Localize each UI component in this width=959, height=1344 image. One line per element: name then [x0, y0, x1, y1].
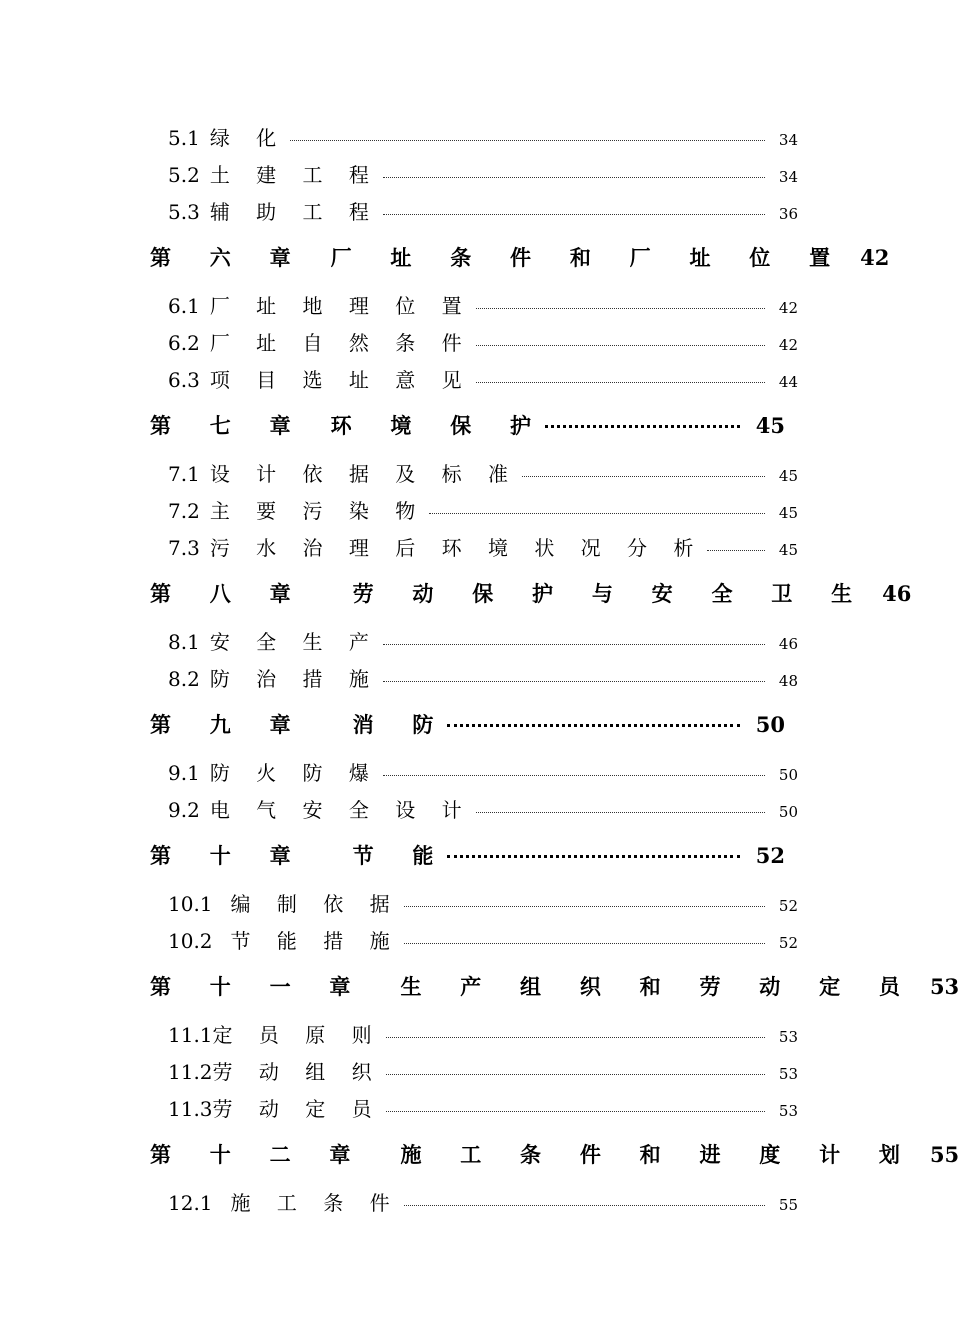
chapter-page: 46 [882, 581, 912, 606]
dot-leader [447, 854, 739, 858]
entry-title: 主 要 污 染 物 [209, 499, 426, 523]
toc-entry-11-3[interactable] [168, 1093, 798, 1123]
entry-title: 土 建 工 程 [209, 163, 379, 187]
entry-number: 9.2 [168, 798, 200, 822]
toc-chapter-6[interactable] [150, 242, 890, 276]
entry-page: 45 [778, 504, 798, 522]
chapter-page: 53 [929, 974, 959, 999]
entry-page: 42 [778, 299, 798, 317]
entry-title: 厂 址 地 理 位 置 [209, 294, 472, 318]
chapter-title: 生 产 组 织 和 劳 动 定 员 [400, 974, 916, 999]
chapter-number: 第 十 一 章 [150, 974, 367, 999]
toc-chapter-8[interactable] [150, 578, 912, 612]
entry-number: 7.3 [168, 536, 200, 560]
chapter-title: 环 境 保 护 [330, 413, 547, 438]
entry-page: 52 [778, 897, 798, 915]
dot-leader [383, 643, 765, 645]
chapter-title: 节 能 [352, 843, 450, 868]
entry-title: 绿 化 [209, 126, 287, 150]
entry-page: 50 [778, 803, 798, 821]
entry-page: 34 [778, 131, 798, 149]
chapter-title: 施 工 条 件 和 进 度 计 划 [400, 1142, 916, 1167]
entry-number: 11.1 [168, 1023, 213, 1047]
chapter-number: 第 七 章 [150, 413, 307, 438]
entry-title: 防 治 措 施 [209, 667, 379, 691]
toc-entry-6-3[interactable] [168, 364, 798, 394]
toc-entry-8-1[interactable] [168, 626, 798, 656]
toc-entry-6-1[interactable] [168, 290, 798, 320]
chapter-number: 第 九 章 [150, 712, 307, 737]
dot-leader [383, 774, 765, 776]
entry-number: 6.1 [168, 294, 200, 318]
toc-entry-11-2[interactable] [168, 1056, 798, 1086]
dot-leader [386, 1110, 765, 1112]
entry-title: 污 水 治 理 后 环 境 状 况 分 析 [209, 536, 704, 560]
toc-chapter-9[interactable] [150, 709, 785, 743]
entry-page: 36 [778, 205, 798, 223]
entry-page: 50 [778, 766, 798, 784]
toc-entry-11-1[interactable] [168, 1019, 798, 1049]
dot-leader [447, 723, 739, 727]
toc-entry-9-1[interactable] [168, 757, 798, 787]
entry-page: 52 [778, 934, 798, 952]
dot-leader [404, 1204, 765, 1206]
toc-chapter-10[interactable] [150, 840, 785, 874]
chapter-page: 45 [755, 413, 785, 438]
dot-leader [545, 424, 740, 428]
dot-leader [404, 942, 765, 944]
toc-chapter-12[interactable] [150, 1139, 959, 1173]
entry-page: 53 [778, 1065, 798, 1083]
toc-entry-5-1[interactable] [168, 122, 798, 152]
entry-page: 53 [778, 1028, 798, 1046]
entry-page: 34 [778, 168, 798, 186]
chapter-page: 52 [755, 843, 785, 868]
entry-number: 8.1 [168, 630, 200, 654]
chapter-number: 第 八 章 [150, 581, 307, 606]
entry-number: 10.2 [168, 929, 213, 953]
chapter-number: 第 十 章 [150, 843, 307, 868]
toc-entry-12-1[interactable] [168, 1187, 798, 1217]
entry-title: 编 制 依 据 [230, 892, 400, 916]
toc-entry-10-1[interactable] [168, 888, 798, 918]
dot-leader [383, 680, 765, 682]
chapter-title: 厂 址 条 件 和 厂 址 位 置 [330, 245, 846, 270]
entry-title: 项 目 选 址 意 见 [209, 368, 472, 392]
dot-leader [476, 811, 765, 813]
dot-leader [386, 1036, 765, 1038]
toc-entry-7-1[interactable] [168, 458, 798, 488]
dot-leader [707, 549, 765, 551]
entry-title: 施 工 条 件 [230, 1191, 400, 1215]
entry-title: 定 员 原 则 [212, 1023, 382, 1047]
entry-page: 44 [778, 373, 798, 391]
dot-leader [404, 905, 765, 907]
entry-number: 10.1 [168, 892, 213, 916]
toc-entry-10-2[interactable] [168, 925, 798, 955]
entry-number: 5.1 [168, 126, 200, 150]
entry-number: 8.2 [168, 667, 200, 691]
chapter-page: 55 [929, 1142, 959, 1167]
toc-entry-5-2[interactable] [168, 159, 798, 189]
dot-leader [383, 213, 765, 215]
chapter-number: 第 六 章 [150, 245, 307, 270]
entry-page: 55 [778, 1196, 798, 1214]
dot-leader [476, 344, 765, 346]
dot-leader [522, 475, 765, 477]
toc-entry-9-2[interactable] [168, 794, 798, 824]
entry-title: 电 气 安 全 设 计 [209, 798, 472, 822]
entry-page: 42 [778, 336, 798, 354]
entry-title: 辅 助 工 程 [209, 200, 379, 224]
dot-leader [429, 512, 765, 514]
entry-number: 6.3 [168, 368, 200, 392]
entry-page: 53 [778, 1102, 798, 1120]
toc-entry-7-2[interactable] [168, 495, 798, 525]
entry-number: 11.2 [168, 1060, 213, 1084]
entry-title: 劳 动 组 织 [212, 1060, 382, 1084]
entry-title: 厂 址 自 然 条 件 [209, 331, 472, 355]
entry-page: 45 [778, 467, 798, 485]
entry-title: 安 全 生 产 [209, 630, 379, 654]
entry-number: 11.3 [168, 1097, 213, 1121]
entry-title: 设 计 依 据 及 标 准 [209, 462, 518, 486]
chapter-page: 42 [860, 245, 890, 270]
toc-entry-5-3[interactable] [168, 196, 798, 226]
entry-number: 12.1 [168, 1191, 213, 1215]
dot-leader [383, 176, 765, 178]
chapter-title: 消 防 [352, 712, 450, 737]
entry-page: 48 [778, 672, 798, 690]
dot-leader [476, 307, 765, 309]
toc-entry-6-2[interactable] [168, 327, 798, 357]
entry-page: 45 [778, 541, 798, 559]
entry-title: 节 能 措 施 [230, 929, 400, 953]
entry-page: 46 [778, 635, 798, 653]
entry-title: 劳 动 定 员 [212, 1097, 382, 1121]
chapter-title: 劳 动 保 护 与 安 全 卫 生 [352, 581, 868, 606]
toc-chapter-7[interactable] [150, 410, 785, 444]
entry-number: 6.2 [168, 331, 200, 355]
chapter-number: 第 十 二 章 [150, 1142, 367, 1167]
entry-number: 5.3 [168, 200, 200, 224]
toc-entry-7-3[interactable] [168, 532, 798, 562]
entry-number: 7.2 [168, 499, 200, 523]
entry-title: 防 火 防 爆 [209, 761, 379, 785]
toc-entry-8-2[interactable] [168, 663, 798, 693]
dot-leader [476, 381, 765, 383]
toc-chapter-11[interactable] [150, 971, 959, 1005]
dot-leader [290, 139, 765, 141]
chapter-page: 50 [755, 712, 785, 737]
entry-number: 7.1 [168, 462, 200, 486]
entry-number: 5.2 [168, 163, 200, 187]
entry-number: 9.1 [168, 761, 200, 785]
dot-leader [386, 1073, 765, 1075]
